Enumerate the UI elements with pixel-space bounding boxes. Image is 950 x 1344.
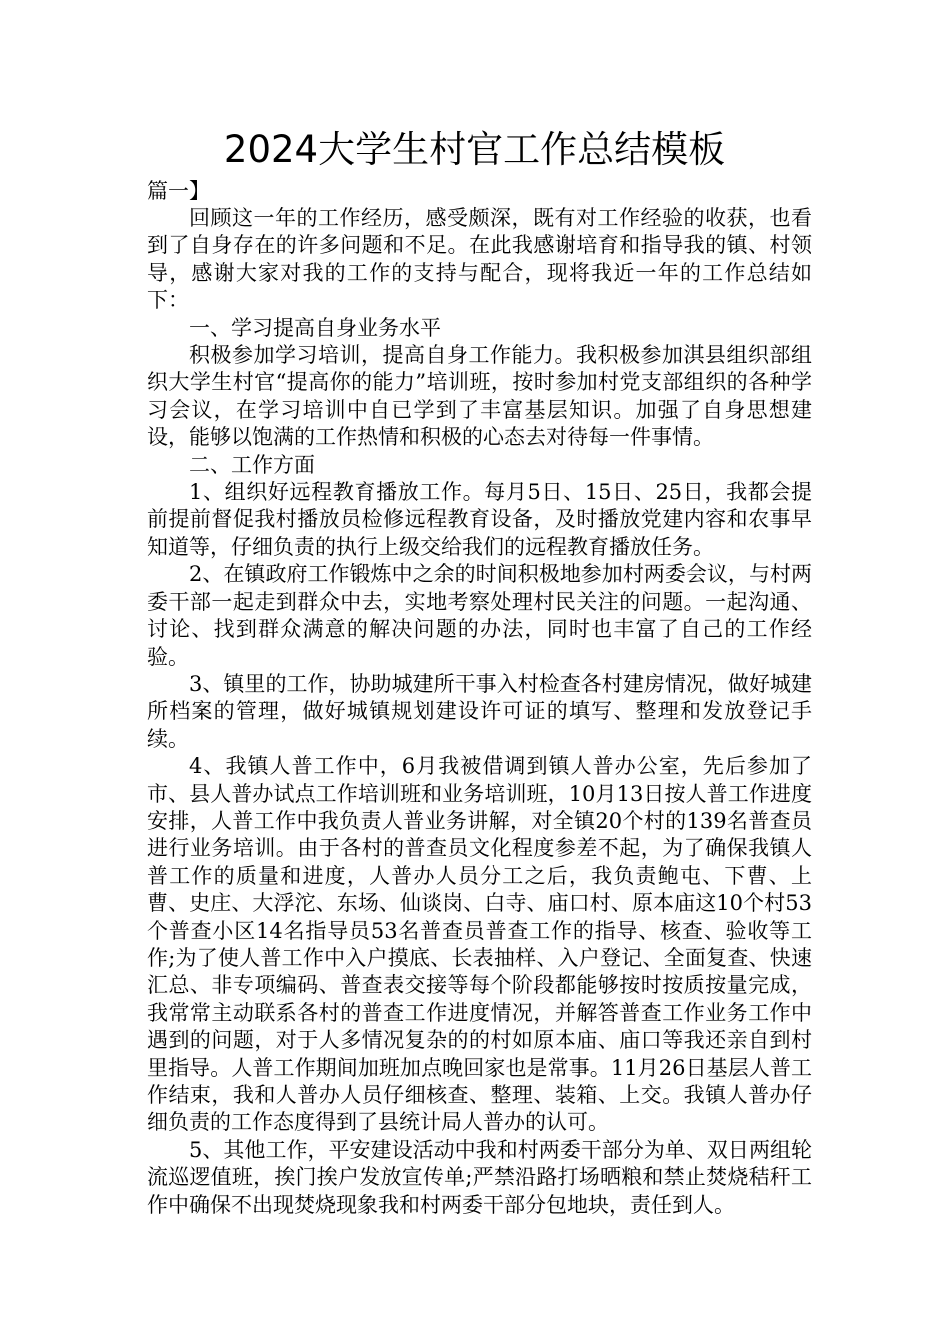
paragraph-study: 积极参加学习培训，提高自身工作能力。我积极参加淇县组织部组织大学生村官“提高你的能力”培训班，按时参加村党支部组织的各种学习会议，在学习培训中自已学到了丰富基层知识。加强了自身思想建设，能够以饱满的工作热情和积极的心态去对待每一件事情。 [147,343,812,450]
paragraph-item-5: 5、其他工作，平安建设活动中我和村两委干部分为单、双日两组轮流巡逻值班，挨门挨户发放宣传单;严禁沿路打场晒粮和禁止焚烧秸秆工作中确保不出现焚烧现象我和村两委干部分包地块，责任到人。 [147,1137,812,1217]
paragraph-intro: 回顾这一年的工作经历，感受颇深，既有对工作经验的收获，也看到了自身存在的许多问题和不足。在此我感谢培育和指导我的镇、村领导，感谢大家对我的工作的支持与配合，现将我近一年的工作总结如下： [147,206,812,313]
paragraph-item-2: 2、在镇政府工作锻炼中之余的时间积极地参加村两委会议，与村两委干部一起走到群众中去，实地考察处理村民关注的问题。一起沟通、讨论、找到群众满意的解决问题的办法，同时也丰富了自己的工作经验。 [147,562,812,669]
heading-work: 二、工作方面 [189,452,315,477]
paragraph-item-4: 4、我镇人普工作中，6月我被借调到镇人普办公室，先后参加了市、县人普办试点工作培训班和业务培训班，10月13日按人普工作进度安排，人普工作中我负责人普业务讲解，对全镇20个村的139名普查员进行业务培训。由于各村的普查员文化程度参差不起，为了确保我镇人普工作的质量和进度，人普办人员分工之后，我负责鲍屯、下曹、上曹、史庄、大浮沱、东场、仙谈岗、白寺、庙口村、原本庙这10个村53个普查小区14名指导员53名普查员普查工作的指导、核查、验收等工作;为了使人普工作中入户摸底、长表抽样、入户登记、全面复查、快速汇总、非专项编码、普查表交接等每个阶段都能够按时按质按量完成，我常常主动联系各村的普查工作进度情况，并解答普查工作业务工作中遇到的问题，对于人多情况复杂的的村如原本庙、庙口等我还亲自到村里指导。人普工作期间加班加点晚回家也是常事。11月26日基层人普工作结束，我和人普办人员仔细核查、整理、装箱、上交。我镇人普办仔细负责的工作态度得到了县统计局人普办的认可。 [147,754,812,1135]
heading-study: 一、学习提高自身业务水平 [189,315,441,340]
paragraph-item-3: 3、镇里的工作，协助城建所干事入村检查各村建房情况，做好城建所档案的管理，做好城镇规划建设许可证的填写、整理和发放登记手续。 [147,671,812,751]
document-title: 2024大学生村官工作总结模板 [223,128,726,171]
section-label: 篇一】 [147,179,210,203]
paragraph-item-1: 1、组织好远程教育播放工作。每月5日、15日、25日，我都会提前提前督促我村播放员检修远程教育设备，及时播放党建内容和农事早知道等，仔细负责的执行上级交给我们的远程教育播放任务。 [147,480,812,559]
